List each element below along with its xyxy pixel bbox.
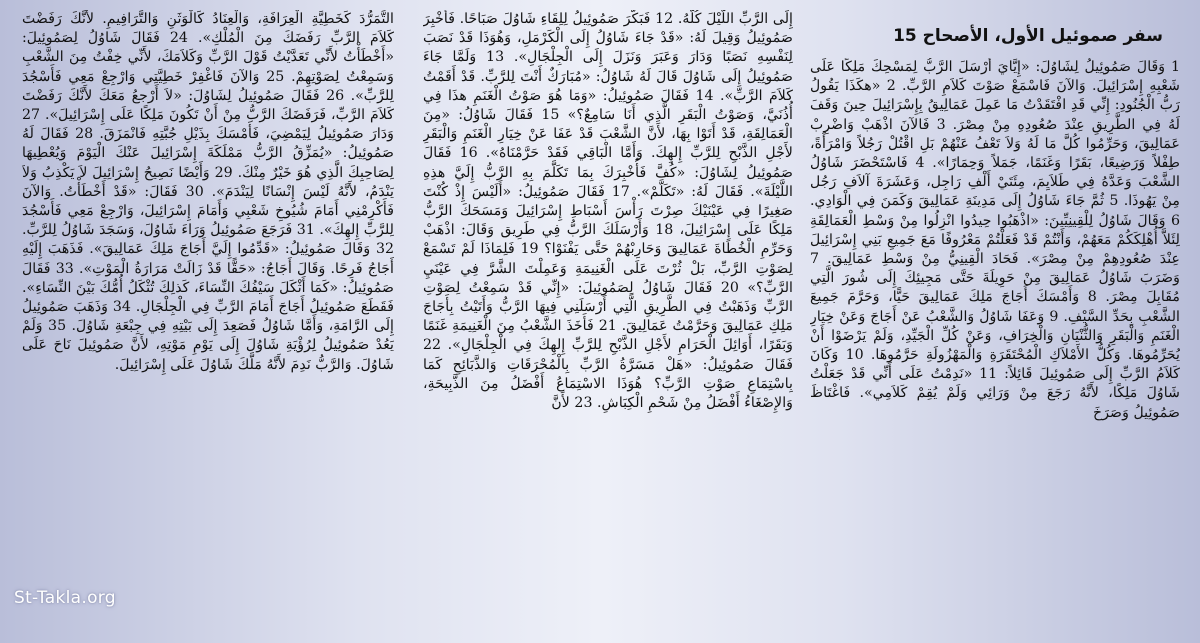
chapter-title: سفر صموئيل الأول، الأصحاح 15 [893,26,1163,46]
text-column-middle: إِلَى الرَّبِّ اللَّيْلَ كُلَّهُ. 12 فَبَكَّرَ صَمُوئِيلُ لِلِقَاءِ شَاوُلَ صَبَاحًا. فَأُخْبِرَ صَمُوئِيلُ وَقِيلَ لَهُ: «قَدْ جَاءَ شَاوُلُ إِلَى الْكَرْمَلِ، وَهُوَذَا قَدْ نَصَبَ لِنَفْسِهِ نَصَبًا وَدَارَ وَعَبَرَ وَنَزَلَ إِلَى الْجِلْجَالِ». 13 وَلَمَّا جَاءَ صَمُوئِيلُ إِلَى شَاوُلَ قَالَ لَهُ شَاوُلُ: «مُبَارَكٌ أَنْتَ لِلرَّبِّ. قَدْ أَقَمْتُ كَلاَمَ الرَّبِّ». 14 فَقَالَ صَمُوئِيلُ: «وَمَا هُوَ صَوْتُ الْغَنَمِ هذَا فِي أُذُنَيَّ، وَصَوْتُ الْبَقَرِ الَّذِي أَنَا سَامِعٌ؟» 15 فَقَالَ شَاوُلُ: «مِنَ الْعَمَالِقَةِ، قَدْ أَتَوْا بِهَا، لأَنَّ الشَّعْبَ قَدْ عَفَا عَنْ خِيَارِ الْغَنَمِ وَالْبَقَرِ لأَجْلِ الذَّبْحِ لِلرَّبِّ إِلهِكَ. وَأَمَّا الْبَاقِي فَقَدْ حَرَّمْنَاهُ». 16 فَقَالَ صَمُوئِيلُ لِشَاوُلَ: «كُفَّ فَأُخْبِرَكَ بِمَا تَكَلَّمَ بِهِ الرَّبُّ إِلَيَّ هذِهِ اللَّيْلَةَ». فَقَالَ لَهُ: «تَكَلَّمْ». 17 فَقَالَ صَمُوئِيلُ: «أَلَيْسَ إِذْ كُنْتَ صَغِيرًا فِي عَيْنَيْكَ صِرْتَ رَأْسَ أَسْبَاطِ إِسْرَائِيلَ وَمَسَحَكَ الرَّبُّ مَلِكًا عَلَى إِسْرَائِيلَ، 18 وَأَرْسَلَكَ الرَّبُّ فِي طَرِيق وَقَالَ: اذْهَبْ وَحَرِّمِ الْخُطَاةَ عَمَالِيقَ وَحَارِبْهُمْ حَتَّى يَفْنَوْا؟ 19 فَلِمَاذَا لَمْ تَسْمَعْ لِصَوْتِ الرَّبِّ، بَلْ ثُرْتَ عَلَى الْغَنِيمَةِ وَعَمِلْتَ الشَّرَّ فِي عَيْنَيِ الرَّبِّ؟» 20 فَقَالَ شَاوُلُ لِصَمُوئِيلَ: «إِنِّي قَدْ سَمِعْتُ لِصَوْتِ الرَّبِّ وَذَهَبْتُ فِي الطَّرِيقِ الَّتِي أَرْسَلَنِي فِيهَا الرَّبُّ وَأَتَيْتُ بِأَجَاجَ مَلِكِ عَمَالِيقَ وَحَرَّمْتُ عَمَالِيقَ. 21 فَأَخَذَ الشَّعْبُ مِنَ الْغَنِيمَةِ غَنَمًا وَبَقَرًا، أَوَائِلَ الْحَرَامِ لأَجْلِ الذَّبْحِ لِلرَّبِّ إِلهِكَ فِي الْجِلْجَالِ». 22 فَقَالَ صَمُوئِيلُ: «هَلْ مَسَرَّةُ الرَّبِّ بِالْمُحْرَقَاتِ وَالذَّبَائِحِ كَمَا بِاسْتِمَاعِ صَوْتِ الرَّبِّ؟ هُوَذَا الاسْتِمَاعُ أَفْضَلُ مِنَ الذَّبِيحَةِ، وَالإِصْغَاءُ أَفْضَلُ مِنْ شَحْمِ الْكِبَاشِ. 23 لأَنَّ [423,11,793,412]
text-column-right: 1 وَقَالَ صَمُوئِيلُ لِشَاوُلَ: «إِيَّايَ أَرْسَلَ الرَّبُّ لِمَسْحِكَ مَلِكًا عَلَى شَعْبِهِ إِسْرَائِيلَ. وَالآنَ فَاسْمَعْ صَوْتَ كَلاَمِ الرَّبِّ. 2 «هكَذَا يَقُولُ رَبُّ الْجُنُودِ: إِنِّي قَدِ افْتَقَدْتُ مَا عَمِلَ عَمَالِيقُ بِإِسْرَائِيلَ حِينَ وَقَفَ لَهُ فِي الطَّرِيقِ عِنْدَ صُعُودِهِ مِنْ مِصْرَ. 3 فَالآنَ اذْهَبْ وَاضْرِبْ عَمَالِيقَ، وَحَرِّمُوا كُلَّ مَا لَهُ وَلاَ تَعْفُ عَنْهُمْ بَلِ اقْتُلْ رَجُلاً وَامْرَأَةً، طِفْلاً وَرَضِيعًا، بَقَرًا وَغَنَمًا، جَمَلاً وَحِمَارًا». 4 فَاسْتَحْضَرَ شَاوُلُ الشَّعْبَ وَعَدَّهُ فِي طَلاَيِمَ، مِئَتَيْ أَلْفِ رَاجِل، وَعَشَرَةَ آلاَفِ رَجُل مِنْ يَهُوذَا. 5 ثُمَّ جَاءَ شَاوُلُ إِلَى مَدِينَةِ عَمَالِيقَ وَكَمَنَ فِي الْوَادِي. 6 وَقَالَ شَاوُلُ لِلْقِينِيِّينَ: «اذْهَبُوا حِيدُوا انْزِلُوا مِنْ وَسْطِ الْعَمَالِقَةِ لِئَلاَّ أُهْلِكَكُمْ مَعَهُمْ، وَأَنْتُمْ قَدْ فَعَلْتُمْ مَعْرُوفًا مَعَ جَمِيعِ بَنِي إِسْرَائِيلَ عِنْدَ صُعُودِهِمْ مِنْ مِصْرَ». فَحَادَ الْقِينِيُّ مِنْ وَسْطِ عَمَالِيقَ. 7 وَضَرَبَ شَاوُلُ عَمَالِيقَ مِنْ حَوِيلَةَ حَتَّى مَجِيئِكَ إِلَى شُورَ الَّتِي مُقَابِلَ مِصْرَ. 8 وَأَمْسَكَ أَجَاجَ مَلِكَ عَمَالِيقَ حَيًّا، وَحَرَّمَ جَمِيعَ الشَّعْبِ بِحَدِّ السَّيْفِ. 9 وَعَفَا شَاوُلُ وَالشَّعْبُ عَنْ أَجَاجَ وَعَنْ خِيَارِ الْغَنَمِ وَالْبَقَرِ وَالثُّنْيَانِ وَالْخِرَافِ، وَعَنْ كُلِّ الْجَيِّدِ، وَلَمْ يَرْضَوْا أَنْ يُحَرِّمُوهَا. وَكُلُّ الأَمْلاَكِ الْمُحْتَقَرَةِ وَالْمَهْزُولَةِ حَرَّمُوهَا. 10 وَكَانَ كَلاَمُ الرَّبِّ إِلَى صَمُوئِيلَ قَائِلاً: 11 «نَدِمْتُ عَلَى أَنِّي قَدْ جَعَلْتُ شَاوُلَ مَلِكًا، لأَنَّهُ رَجَعَ مِنْ وَرَائِي وَلَمْ يُقِمْ كَلاَمِي». فَاغْتَاظَ صَمُوئِيلُ وَصَرَخَ [810,59,1180,421]
text-column-left: التَّمَرُّدَ كَخَطِيَّةِ الْعِرَافَةِ، وَالْعِنَادُ كَالْوَثَنِ وَالتَّرَافِيمِ. لأَنَّكَ رَفَضْتَ كَلاَمَ الرَّبِّ رَفَضَكَ مِنَ الْمُلْكِ». 24 فَقَالَ شَاوُلُ لِصَمُوئِيلَ: «أَخْطَأْتُ لأَنِّي تَعَدَّيْتُ قَوْلَ الرَّبِّ وَكَلاَمَكَ، لأَنِّي خِفْتُ مِنَ الشَّعْبِ وَسَمِعْتُ لِصَوْتِهِمْ. 25 وَالآنَ فَاغْفِرْ خَطِيَّتِي وَارْجِعْ مَعِي فَأَسْجُدَ لِلرَّبِّ». 26 فَقَالَ صَمُوئِيلُ لِشَاوُلَ: «لاَ أَرْجعُ مَعَكَ لأَنَّكَ رَفَضْتَ كَلاَمَ الرَّبِّ، فَرَفَضَكَ الرَّبُّ مِنْ أَنْ تَكُونَ مَلِكًا عَلَى إِسْرَائِيلَ». 27 وَدَارَ صَمُوئِيلُ لِيَمْضِيَ، فَأَمْسَكَ بِذَيْلِ جُبَّتِهِ فَانْمَزَقَ. 28 فَقَالَ لَهُ صَمُوئِيلُ: «يُمَزِّقُ الرَّبُّ مَمْلَكَةَ إِسْرَائِيلَ عَنْكَ الْيَوْمَ وَيُعْطِيهَا لِصَاحِبِكَ الَّذِي هُوَ خَيْرٌ مِنْكَ. 29 وَأَيْضًا نَصِيحُ إِسْرَائِيلَ لاَ يَكْذِبُ وَلاَ يَنْدَمُ، لأَنَّهُ لَيْسَ إِنْسَانًا لِيَنْدَمَ». 30 فَقَالَ: «قَدْ أَخْطَأْتُ. وَالآنَ فَأَكْرِمْنِي أَمَامَ شُيُوخِ شَعْبِي وَأَمَامَ إِسْرَائِيلَ، وَارْجِعْ مَعِي فَأَسْجُدَ لِلرَّبِّ إِلهِكَ». 31 فَرَجَعَ صَمُوئِيلُ وَرَاءَ شَاوُلَ، وَسَجَدَ شَاوُلُ لِلرَّبِّ. 32 وَقَالَ صَمُوئِيلُ: «قَدِّمُوا إِلَيَّ أَجَاجَ مَلِكَ عَمَالِيقَ». فَذَهَبَ إِلَيْهِ أَجَاجُ فَرِحًا. وَقَالَ أَجَاجُ: «حَقًّا قَدْ زَالَتْ مَرَارَةُ الْمَوْتِ». 33 فَقَالَ صَمُوئِيلُ: «كَمَا أَثْكَلَ سَيْفُكَ النِّسَاءَ، كَذلِكَ تُثْكَلُ أُمُّكَ بَيْنَ النِّسَاءِ». فَقَطَعَ صَمُوئِيلُ أَجَاجَ أَمَامَ الرَّبِّ فِي الْجِلْجَالِ. 34 وَذَهَبَ صَمُوئِيلُ إِلَى الرَّامَةِ، وَأَمَّا شَاوُلُ فَصَعِدَ إِلَى بَيْتِهِ فِي جِبْعَةِ شَاوُلَ. 35 وَلَمْ يَعُدْ صَمُوئِيلُ لِرُؤْيَةِ شَاوُلَ إِلَى يَوْمِ مَوْتِهِ، لأَنَّ صَمُوئِيلَ نَاحَ عَلَى شَاوُلَ. وَالرَّبُّ نَدِمَ لأَنَّهُ مَلَّكَ شَاوُلَ عَلَى إِسْرَائِيلَ. [22,11,394,373]
site-watermark-logo: St-Takla.org [14,588,116,608]
